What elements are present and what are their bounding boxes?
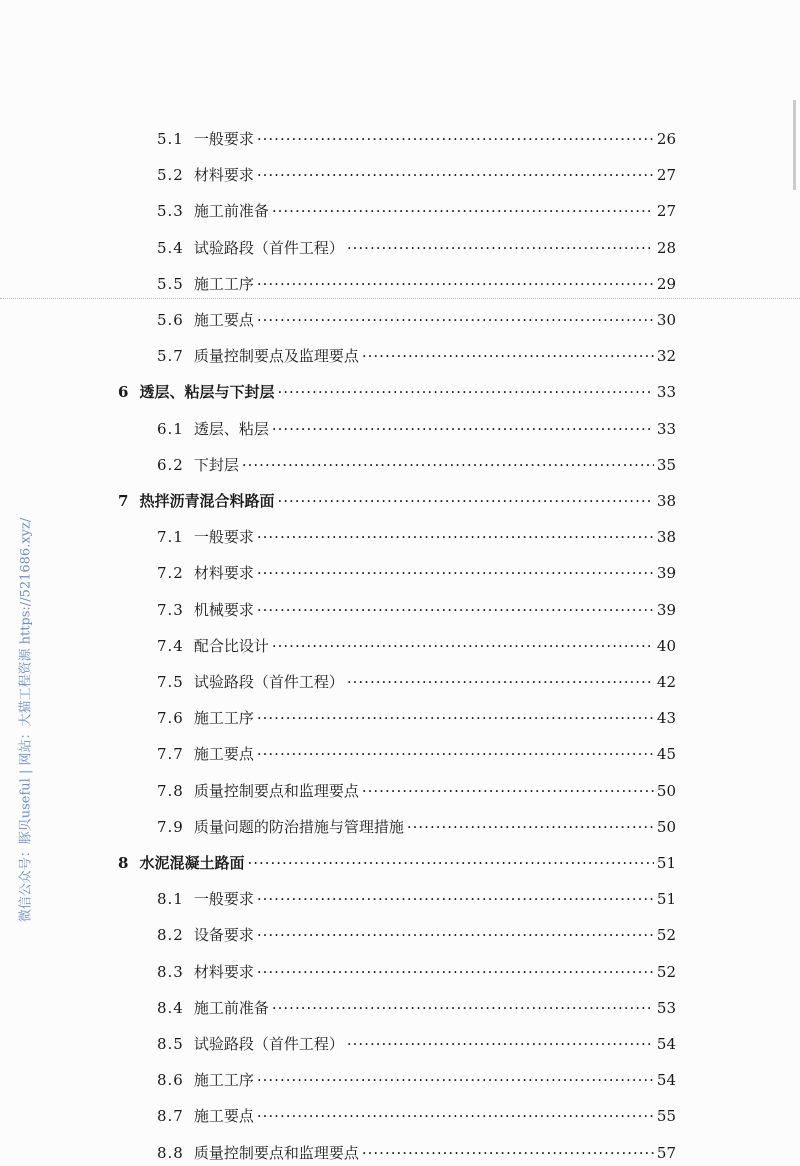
dot-leader: [362, 1144, 654, 1162]
toc-entry-number: 7.3: [157, 600, 184, 619]
toc-entry-number: 5.5: [157, 274, 184, 293]
toc-entry: [157, 707, 676, 731]
dot-leader: [257, 311, 654, 329]
toc-entry: [157, 164, 676, 188]
toc-entry: [157, 1105, 676, 1129]
toc-entry: [157, 635, 676, 659]
dot-leader: [247, 854, 653, 872]
toc-entry-title: 一般要求: [193, 130, 254, 148]
toc-entry-number: 7.6: [157, 709, 184, 728]
toc-entry-number: 8.4: [157, 998, 184, 1017]
toc-entry-title: 透层、粘层: [193, 419, 269, 438]
dot-leader: [272, 202, 654, 220]
toc-entry-title: 试验路段（首件工程）: [193, 673, 344, 691]
toc-entry-title: 材料要求: [193, 166, 254, 185]
toc-entry: [157, 562, 676, 586]
toc-entry-page: 39: [656, 600, 676, 619]
toc-entry-number: 8.1: [157, 890, 184, 909]
toc-entry-title: 机械要求: [193, 600, 254, 619]
dot-leader: [257, 926, 654, 944]
toc-entry: [118, 852, 676, 876]
toc-entry-number: 8: [118, 854, 130, 872]
toc-entry-page: 32: [656, 347, 676, 366]
toc-entry-page: 52: [656, 926, 676, 945]
toc-entry-title: 试验路段（首件工程）: [193, 1035, 344, 1053]
toc-entry: [157, 418, 676, 442]
toc-entry-page: 28: [656, 238, 676, 257]
toc-entry-title: 材料要求: [193, 962, 254, 981]
toc-entry-title: 下封层: [193, 455, 239, 474]
toc-entry: [157, 454, 676, 478]
toc-entry-number: 8.6: [157, 1071, 184, 1090]
toc-entry-title: 施工前准备: [193, 202, 269, 221]
toc-entry-page: 30: [656, 311, 676, 329]
toc-entry-page: 50: [656, 781, 676, 800]
dot-leader: [257, 166, 654, 184]
toc-entry: [157, 345, 676, 369]
toc-entry-page: 45: [656, 745, 676, 764]
toc-entry-number: 7.2: [157, 564, 184, 583]
toc-entry: [157, 526, 676, 550]
dot-leader: [242, 456, 654, 474]
toc-entry-title: 质量控制要点和监理要点: [193, 1143, 359, 1162]
toc-entry-page: 43: [656, 709, 676, 728]
toc-entry-number: 6: [118, 383, 130, 402]
toc-entry-title: 透层、粘层与下封层: [139, 383, 275, 402]
toc-entry-number: 5.4: [157, 238, 184, 257]
toc-entry-title: 施工要点: [193, 1107, 254, 1126]
dot-leader: [257, 564, 654, 582]
dot-leader: [257, 601, 654, 619]
toc-entry-page: 26: [656, 130, 676, 148]
toc-entry-title: 配合比设计: [193, 636, 269, 655]
toc-entry-number: 5.6: [157, 311, 184, 329]
toc-entry-title: 材料要求: [193, 564, 254, 583]
toc-entry-page: 53: [656, 998, 676, 1017]
toc-entry-page: 33: [656, 383, 676, 402]
toc-entry-number: 7.7: [157, 745, 184, 764]
dot-leader: [277, 383, 653, 401]
toc-entry-number: 7.4: [157, 636, 184, 655]
dot-leader: [347, 1035, 654, 1053]
toc-entry-title: 施工工序: [193, 709, 254, 728]
toc-entry-title: 设备要求: [193, 926, 254, 945]
dot-leader: [257, 745, 654, 763]
toc-entry: [157, 237, 676, 261]
scan-edge-mark: [793, 100, 796, 190]
toc-entry-number: 6.2: [157, 455, 184, 474]
dot-leader: [257, 890, 654, 908]
toc-entry-page: 51: [656, 854, 676, 872]
toc-entry-page: 38: [656, 492, 676, 510]
dot-leader: [272, 999, 654, 1017]
toc-entry-page: 35: [656, 455, 676, 474]
toc-entry-title: 一般要求: [193, 528, 254, 547]
toc-entry-title: 质量控制要点及监理要点: [193, 347, 359, 366]
toc-entry-page: 55: [656, 1107, 676, 1126]
toc-entry-page: 29: [656, 274, 676, 293]
toc-entry: [157, 816, 676, 840]
toc-entry-page: 40: [656, 636, 676, 655]
toc-entry: [157, 128, 676, 152]
dot-leader: [277, 492, 653, 510]
toc-entry-title: 质量控制要点和监理要点: [193, 781, 359, 800]
toc-entry-title: 试验路段（首件工程）: [193, 238, 344, 257]
toc-entry-number: 8.8: [157, 1143, 184, 1162]
dot-leader: [257, 963, 654, 981]
toc-entry-title: 施工要点: [193, 745, 254, 764]
dot-leader: [272, 420, 654, 438]
toc-entry-page: 39: [656, 564, 676, 583]
toc-entry-number: 7.8: [157, 781, 184, 800]
scan-artifact-line: [0, 298, 800, 299]
toc-entry-title: 质量问题的防治措施与管理措施: [193, 817, 404, 836]
toc-entry: [157, 1033, 676, 1057]
toc-entry: [157, 309, 676, 333]
dot-leader: [257, 709, 654, 727]
toc-entry-title: 施工工序: [193, 274, 254, 293]
toc-entry-number: 8.5: [157, 1035, 184, 1053]
toc-entry: [157, 780, 676, 804]
toc-entry-number: 7.5: [157, 673, 184, 691]
toc-entry: [157, 924, 676, 948]
toc-entry: [118, 490, 676, 514]
toc-entry-page: 27: [656, 202, 676, 221]
toc-entry-title: 热拌沥青混合料路面: [139, 492, 275, 510]
toc-entry: [157, 743, 676, 767]
dot-leader: [257, 275, 654, 293]
toc-entry: [157, 599, 676, 623]
toc-entry-page: 54: [656, 1035, 676, 1053]
toc-entry: [157, 671, 676, 695]
toc-entry: [157, 200, 676, 224]
toc-entry: [157, 888, 676, 912]
toc-entry-title: 一般要求: [193, 890, 254, 909]
toc-entry-number: 8.3: [157, 962, 184, 981]
toc-entry-number: 5.7: [157, 347, 184, 366]
dot-leader: [272, 637, 654, 655]
dot-leader: [257, 528, 654, 546]
dot-leader: [257, 130, 654, 148]
toc-entry-number: 6.1: [157, 419, 184, 438]
toc-entry: [118, 381, 676, 405]
toc-entry-page: 38: [656, 528, 676, 547]
toc-entry-page: 50: [656, 817, 676, 836]
dot-leader: [362, 347, 654, 365]
toc-entry-number: 5.1: [157, 130, 184, 148]
toc-entry-title: 水泥混凝土路面: [139, 854, 245, 872]
toc-entry: [157, 961, 676, 985]
toc-entry-number: 8.7: [157, 1107, 184, 1126]
toc-entry-title: 施工前准备: [193, 998, 269, 1017]
toc-entry-number: 5.3: [157, 202, 184, 221]
toc-entry: [157, 1142, 676, 1166]
toc-entry: [157, 273, 676, 297]
toc-entry-page: 51: [656, 890, 676, 909]
toc-entry-page: 27: [656, 166, 676, 185]
toc-entry-page: 52: [656, 962, 676, 981]
watermark: 微信公众号：豚贝useful | 网站：大猫工程资源 https://521686.xyz/: [18, 517, 34, 923]
dot-leader: [257, 1107, 654, 1125]
toc-entry: [157, 1069, 676, 1093]
toc-entry-number: 8.2: [157, 926, 184, 945]
toc-entry: [157, 997, 676, 1021]
dot-leader: [407, 818, 654, 836]
toc-entry-number: 7.1: [157, 528, 184, 547]
toc-entry-title: 施工工序: [193, 1071, 254, 1090]
dot-leader: [347, 239, 654, 257]
dot-leader: [362, 782, 654, 800]
dot-leader: [347, 673, 654, 691]
toc-entry-title: 施工要点: [193, 311, 254, 329]
toc-entry-page: 33: [656, 419, 676, 438]
toc-entry-page: 54: [656, 1071, 676, 1090]
toc-entry-page: 57: [656, 1143, 676, 1162]
toc-entry-page: 42: [656, 673, 676, 691]
toc-entry-number: 5.2: [157, 166, 184, 185]
toc-entry-number: 7: [118, 492, 130, 510]
dot-leader: [257, 1071, 654, 1089]
toc-entry-number: 7.9: [157, 817, 184, 836]
